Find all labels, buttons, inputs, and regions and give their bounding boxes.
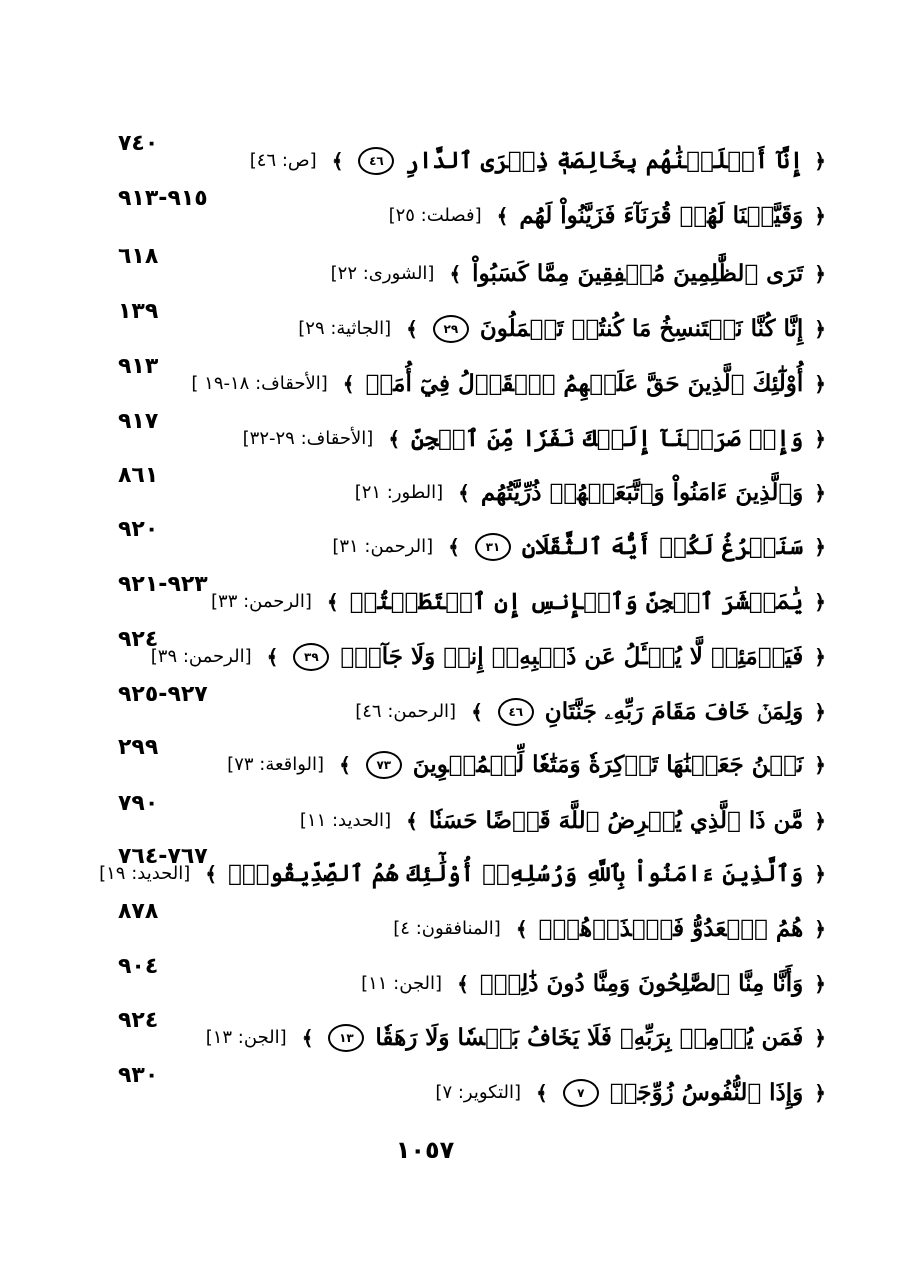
open-bracket: ﴿ [814, 1026, 826, 1050]
index-entry-18 [110, 1063, 830, 1117]
close-bracket: ﴾ [448, 535, 460, 559]
page-reference: ٩١٧ [118, 409, 159, 434]
verse-text: وَقَيَّضۡنَا لَهُمۡ قُرَنَآءَ فَزَيَّنُواْ لَهُم [519, 202, 804, 229]
open-bracket: ﴿ [814, 149, 826, 173]
page-reference: ٩٢٤ [118, 627, 159, 652]
ayah-number-marker: ٧٣ [366, 751, 402, 779]
page-reference: ٩٠٤ [118, 954, 159, 979]
page-reference: ٧٦٧-٧٦٤ [118, 844, 208, 869]
close-bracket: ﴾ [536, 1081, 548, 1105]
index-entry-11 [110, 682, 830, 736]
surah-reference: [الأحقاف: ١٨-١٩ ] [191, 373, 328, 394]
page-reference: ٧٤٠ [118, 131, 159, 156]
verse-text: إِنَّا كُنَّا نَسۡتَنسِخُ مَا كُنتُمۡ تَعۡمَلُونَ [479, 315, 804, 342]
page-reference: ٩٢٣-٩٢١ [118, 572, 208, 597]
verse-line [206, 1022, 830, 1054]
open-bracket: ﴿ [814, 535, 826, 559]
surah-reference: [الطور: ٢١] [354, 482, 444, 503]
index-entry-4 [110, 299, 830, 353]
open-bracket: ﴿ [814, 645, 826, 669]
surah-reference: [الشورى: ٢٢] [330, 263, 435, 284]
open-bracket: ﴿ [814, 481, 826, 505]
verse-text: وَإِذۡ صَرَفۡنَآ إِلَيۡكَ نَفَرٗا مِّنَ ٱلۡجِنِّ [411, 425, 804, 452]
verse-line [331, 258, 830, 290]
ayah-number-marker: ٤٦ [498, 698, 534, 726]
index-entry-17 [110, 1008, 830, 1062]
open-bracket: ﴿ [814, 862, 826, 886]
verse-line [191, 368, 830, 400]
index-entry-5 [110, 354, 830, 408]
close-bracket: ﴾ [496, 204, 509, 228]
open-bracket: ﴿ [814, 917, 826, 941]
verse-line [355, 477, 830, 509]
page-reference: ٩١٥-٩١٣ [118, 186, 208, 211]
index-entry-10 [110, 627, 830, 681]
close-bracket: ﴾ [339, 753, 351, 777]
page-reference: ٨٦١ [118, 463, 159, 488]
close-bracket: ﴾ [406, 317, 418, 341]
index-entry-14 [99, 844, 830, 898]
surah-reference: [التكوير: ٧] [435, 1082, 522, 1103]
page-reference: ٦١٨ [118, 244, 159, 269]
ayah-number-marker: ٧ [563, 1079, 599, 1107]
index-entry-2 [110, 186, 830, 240]
surah-reference: [الرحمن: ٣١] [332, 536, 434, 557]
close-bracket: ﴾ [471, 700, 483, 724]
verse-text: هُمُ ٱلۡعَدُوُّ فَٱحۡذَرۡهُمۡۚ [538, 915, 804, 942]
close-bracket: ﴾ [301, 1026, 314, 1050]
verse-line [243, 423, 830, 455]
page-reference: ٩٢٧-٩٢٥ [118, 682, 208, 707]
page-reference: ٨٧٨ [118, 899, 159, 924]
close-bracket: ﴾ [515, 917, 528, 941]
verse-text: سَنَفۡرُغُ لَكُمۡ أَيُّهَ ٱلثَّقَلَانِ [521, 533, 804, 560]
close-bracket: ﴾ [205, 862, 218, 886]
page-reference: ٩٢٤ [118, 1008, 159, 1033]
surah-reference: [الأحقاف: ٢٩-٣٢] [242, 428, 374, 449]
close-bracket: ﴾ [326, 590, 339, 614]
open-bracket: ﴿ [814, 753, 826, 777]
close-bracket: ﴾ [449, 262, 462, 286]
verse-line [393, 913, 830, 945]
ayah-number-marker: ٣٩ [293, 643, 329, 671]
page-reference: ٩٢٠ [118, 517, 159, 542]
open-bracket: ﴿ [814, 700, 826, 724]
page-number: ١٠٥٧ [395, 1136, 455, 1164]
verse-line [361, 968, 830, 1000]
index-entry-9 [110, 572, 830, 626]
surah-reference: [ص: ٤٦] [249, 150, 317, 171]
surah-reference: [الجاثية: ٢٩] [298, 318, 392, 339]
index-entry-13 [110, 791, 830, 845]
index-entry-6 [110, 409, 830, 463]
page-reference: ١٣٩ [118, 299, 159, 324]
verse-text: وَٱلَّذِينَ ءَامَنُواْ وَٱتَّبَعَتۡهُمۡ ذُرِّيَّتُهُم [480, 479, 804, 506]
verse-text: مَّن ذَا ٱلَّذِي يُقۡرِضُ ٱللَّهَ قَرۡضًا حَسَنٗا [428, 807, 804, 834]
verse-text: وَإِذَا ٱلنُّفُوسُ زُوِّجَتۡ [609, 1079, 804, 1106]
verse-line [250, 145, 830, 177]
verse-text: فَمَن يُؤۡمِنۢ بِرَبِّهِۦ فَلَا يَخَافُ بَخۡسٗا وَلَا رَهَقٗا [375, 1024, 804, 1051]
surah-reference: [الواقعة: ٧٣] [227, 754, 325, 775]
page-reference: ٢٩٩ [118, 735, 159, 760]
verse-line [435, 1077, 830, 1109]
page-reference: ٧٩٠ [118, 791, 159, 816]
verse-text: نَحۡنُ جَعَلۡنَٰهَا تَذۡكِرَةٗ وَمَتَٰعٗا لِّلۡمُقۡوِينَ [412, 751, 804, 778]
open-bracket: ﴿ [814, 204, 826, 228]
verse-line [227, 749, 830, 781]
surah-reference: [الحديد: ١١] [299, 810, 392, 831]
verse-text: وَأَنَّا مِنَّا ٱلصَّٰلِحُونَ وَمِنَّا دُونَ ذَٰلِكَۖ [479, 970, 804, 997]
verse-line [300, 805, 830, 837]
close-bracket: ﴾ [406, 809, 418, 833]
ayah-number-marker: ١٣ [328, 1024, 364, 1052]
close-bracket: ﴾ [458, 481, 470, 505]
open-bracket: ﴿ [814, 1081, 826, 1105]
verse-text: تَرَى ٱلظَّٰلِمِينَ مُشۡفِقِينَ مِمَّا كَسَبُواْ [472, 260, 804, 287]
verse-text: وَٱلَّذِينَ ءَامَنُواْ بِٱللَّهِ وَرُسُلِهِۦٓ أُوْلَٰٓئِكَ هُمُ ٱلصِّدِّيقُونَۖ [228, 860, 804, 887]
page-reference: ٩٣٠ [118, 1063, 159, 1088]
verse-line [332, 531, 830, 563]
verse-text: فَيَوۡمَئِذٖ لَّا يُسۡـَٔلُ عَن ذَنۢبِهِۦٓ إِنسٞ وَلَا جَآنّٞ [340, 643, 804, 670]
index-entry-15 [110, 899, 830, 953]
ayah-number-marker: ٢٩ [433, 315, 469, 343]
verse-line [99, 858, 830, 890]
close-bracket: ﴾ [266, 645, 279, 669]
open-bracket: ﴿ [814, 262, 826, 286]
verse-line [151, 641, 830, 673]
open-bracket: ﴿ [814, 972, 826, 996]
close-bracket: ﴾ [457, 972, 469, 996]
verse-text: وَلِمَنۡ خَافَ مَقَامَ رَبِّهِۦ جَنَّتَانِ [544, 698, 804, 725]
verse-line [298, 313, 830, 345]
surah-reference: [الحديد: ١٩] [99, 863, 191, 884]
surah-reference: [الجن: ١١] [361, 973, 443, 994]
surah-reference: [الرحمن: ٤٦] [355, 701, 457, 722]
open-bracket: ﴿ [814, 809, 826, 833]
verse-line [389, 200, 830, 232]
verse-line [211, 586, 830, 618]
surah-reference: [الجن: ١٣] [205, 1027, 287, 1048]
index-entry-16 [110, 954, 830, 1008]
index-entry-8 [110, 517, 830, 571]
close-bracket: ﴾ [342, 372, 355, 396]
page-reference: ٩١٣ [118, 354, 159, 379]
index-entry-7 [110, 463, 830, 517]
index-entry-12 [110, 735, 830, 789]
open-bracket: ﴿ [814, 372, 826, 396]
surah-reference: [فصلت: ٢٥] [388, 205, 482, 226]
surah-reference: [المنافقون: ٤] [393, 918, 501, 939]
verse-text: إِنَّآ أَخۡلَصۡنَٰهُم بِخَالِصَةٖ ذِكۡرَى ٱلدَّارِ [405, 147, 804, 174]
close-bracket: ﴾ [331, 149, 344, 173]
surah-reference: [الرحمن: ٣٣] [211, 591, 312, 612]
close-bracket: ﴾ [388, 427, 401, 451]
open-bracket: ﴿ [814, 590, 826, 614]
index-entry-3 [110, 244, 830, 298]
surah-reference: [الرحمن: ٣٩] [150, 646, 252, 667]
ayah-number-marker: ٤٦ [358, 147, 394, 175]
index-entry-1 [110, 131, 830, 185]
verse-line [355, 696, 830, 728]
verse-text: أُوْلَٰٓئِكَ ٱلَّذِينَ حَقَّ عَلَيۡهِمُ ٱلۡقَوۡلُ فِيٓ أُمَمٖ [365, 370, 804, 397]
open-bracket: ﴿ [814, 317, 826, 341]
verse-text: يَٰمَعۡشَرَ ٱلۡجِنِّ وَٱلۡإِنسِ إِنِ ٱسۡتَطَعۡتُمۡ [349, 588, 804, 615]
ayah-number-marker: ٣١ [475, 533, 511, 561]
open-bracket: ﴿ [814, 427, 826, 451]
